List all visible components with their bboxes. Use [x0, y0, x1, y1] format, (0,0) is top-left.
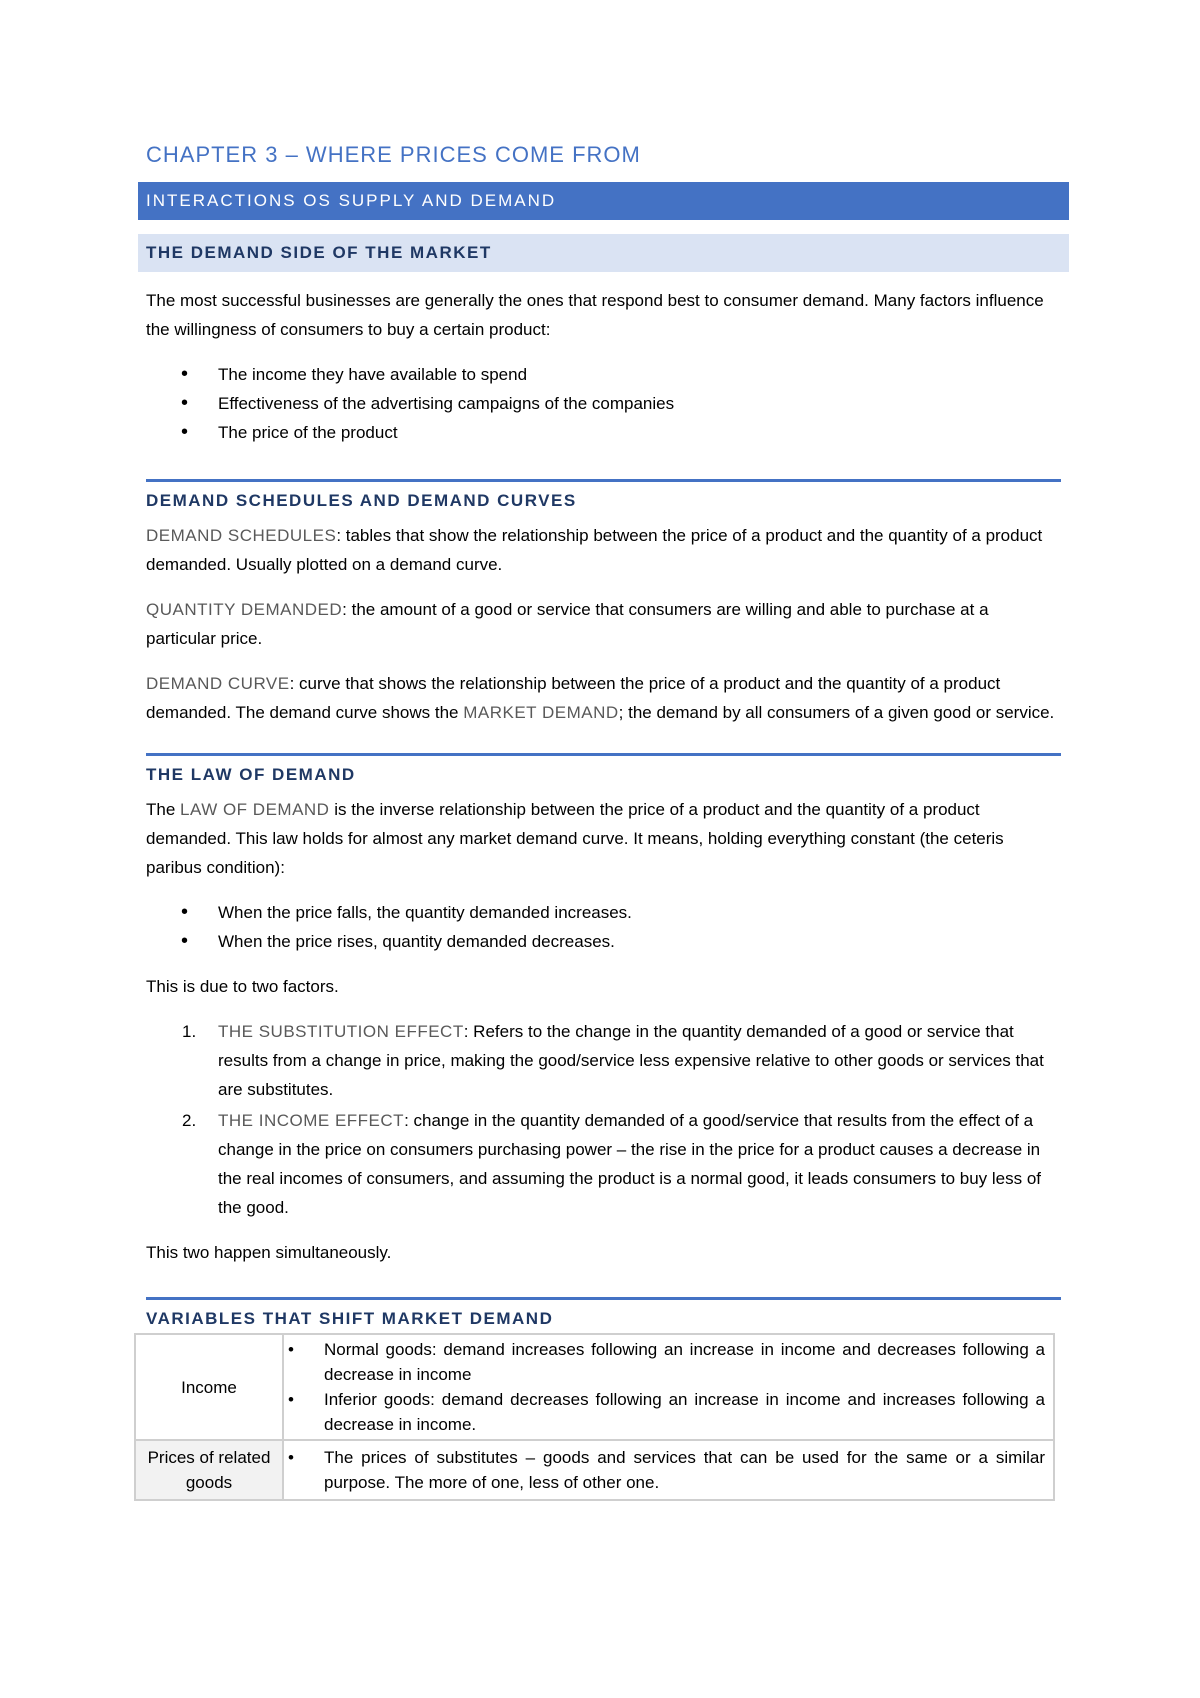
factors-list: [146, 360, 1061, 447]
substitution-effect-term: THE SUBSTITUTION EFFECT: [218, 1022, 464, 1041]
schedules-heading: DEMAND SCHEDULES AND DEMAND CURVES: [146, 491, 577, 510]
law-paragraph: [146, 795, 1061, 882]
market-demand-term: MARKET DEMAND: [463, 703, 619, 722]
list-item: • The price of the product: [218, 418, 1061, 447]
law-term: LAW OF DEMAND: [180, 800, 330, 819]
table-bullet-text: Normal goods: demand increases following an increase in income and decreases following a decrease in income: [324, 1340, 1045, 1384]
list-item: • Effectiveness of the advertising campaigns of the companies: [218, 389, 1061, 418]
income-effect-text: : change in the quantity demanded of a good/service that results from the effect of a change in the price on consumers purchasing power – the rise in the price for a product causes a decrease in the real incomes of consumers, and assuming the product is a normal good, it leads consumers to buy less of the good.: [218, 1111, 1042, 1217]
effects-list: [146, 1017, 1061, 1222]
quantity-term: QUANTITY DEMANDED: [146, 600, 343, 619]
variables-table: [134, 1333, 1055, 1501]
quantity-definition: [146, 595, 1061, 653]
table-bullet-item: [288, 1445, 1045, 1495]
sub-banner: THE DEMAND SIDE OF THE MARKET: [138, 234, 1069, 272]
quantity-text: : the amount of a good or service that consumers are willing and able to purchase at a particular price.: [146, 600, 989, 648]
chapter-title: CHAPTER 3 – WHERE PRICES COME FROM: [146, 142, 641, 167]
two-factors-text: This is due to two factors.: [146, 977, 339, 996]
law-heading: THE LAW OF DEMAND: [146, 765, 356, 784]
table-row: [135, 1440, 1054, 1500]
list-item: • When the price falls, the quantity demanded increases.: [218, 898, 1061, 927]
schedules-term: DEMAND SCHEDULES: [146, 526, 337, 545]
bullet-glyph: •: [288, 1340, 294, 1359]
table-bullet-text: The prices of substitutes – goods and services that can be used for the same or a similar purpose. The more of one, less of other one.: [324, 1448, 1045, 1492]
bullet-glyph: •: [288, 1390, 294, 1409]
law-text-2: is the inverse relationship between the price of a product and the quantity of a product demanded. This law holds for almost any market demand curve. It means, holding everything constant (the ceteris paribus condition):: [146, 800, 1004, 877]
table-cell-description: [283, 1440, 1054, 1500]
bullet-glyph: •: [288, 1448, 294, 1467]
curve-text-2: ; the demand by all consumers of a given good or service.: [618, 703, 1055, 722]
law-heading-block: [146, 753, 1061, 785]
simultaneous-text: This two happen simultaneously.: [146, 1243, 392, 1262]
table-cell-label: Prices of related goods: [135, 1440, 283, 1500]
intro-paragraph: The most successful businesses are generally the ones that respond best to consumer demand. Many factors influence the willingness of consumers to buy a certain product:: [146, 291, 1044, 339]
variables-heading: VARIABLES THAT SHIFT MARKET DEMAND: [146, 1309, 554, 1328]
list-item: [182, 1017, 1061, 1104]
schedules-definition: [146, 521, 1061, 579]
list-item: • The income they have available to spend: [218, 360, 1061, 389]
table-bullet-text: Inferior goods: demand decreases following an increase in income and increases following a decrease in income.: [324, 1390, 1045, 1434]
list-number: 1.: [182, 1022, 197, 1041]
table-bullet-item: [288, 1337, 1045, 1387]
table-cell-description: [283, 1334, 1054, 1440]
curve-definition: [146, 669, 1061, 727]
income-effect-term: THE INCOME EFFECT: [218, 1111, 405, 1130]
curve-term: DEMAND CURVE: [146, 674, 290, 693]
curve-text-1: : curve that shows the relationship between the price of a product and the quantity of a product demanded. The demand curve shows the: [146, 674, 1001, 722]
page-content: [146, 142, 1061, 1501]
schedules-text: : tables that show the relationship between the price of a product and the quantity of a product demanded. Usually plotted on a demand curve.: [146, 526, 1043, 574]
table-row: [135, 1334, 1054, 1440]
law-text-1: The: [146, 800, 181, 819]
law-list: [146, 898, 1061, 956]
table-cell-label: Income: [135, 1334, 283, 1440]
section-banner: INTERACTIONS OS SUPPLY AND DEMAND: [138, 182, 1069, 220]
substitution-effect-text: : Refers to the change in the quantity demanded of a good or service that results from a change in price, making the good/service less expensive relative to other goods or services that are substitutes.: [218, 1022, 1044, 1099]
table-bullet-item: [288, 1387, 1045, 1437]
schedules-heading-block: [146, 479, 1061, 511]
list-number: 2.: [182, 1111, 197, 1130]
variables-heading-block: [146, 1297, 1061, 1329]
list-item: [182, 1106, 1061, 1222]
list-item: • When the price rises, quantity demanded decreases.: [218, 927, 1061, 956]
